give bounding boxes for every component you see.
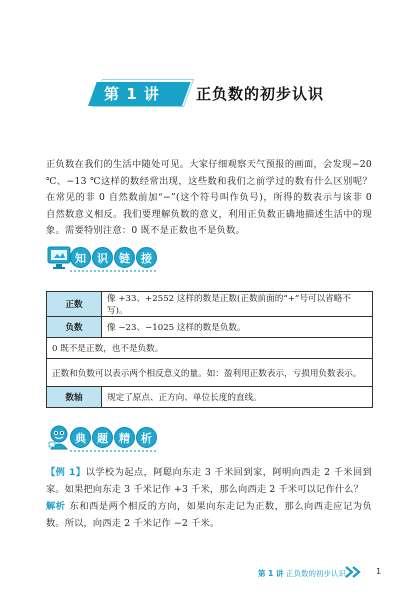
heading-underline [70, 450, 156, 454]
knowledge-table [46, 291, 373, 408]
table-row [47, 359, 373, 387]
knowledge-link-heading [46, 244, 246, 272]
example-block [46, 464, 372, 532]
table-row [47, 317, 373, 338]
heading-char: 析 [136, 427, 157, 448]
table-value: 正数和负数可以表示两个相反意义的量。如：盈利用正数表示，亏损用负数表示。 [47, 359, 373, 387]
analysis-tag: 解析 [46, 501, 66, 512]
example-analysis-paragraph [46, 498, 372, 532]
table-row [47, 387, 373, 408]
table-row [47, 338, 373, 359]
heading-char: 精 [114, 427, 135, 448]
heading-char: 典 [70, 427, 91, 448]
example-analysis-heading [46, 424, 246, 452]
heading-char: 题 [92, 427, 113, 448]
table-key: 数轴 [47, 387, 102, 408]
knowledge-link-title [70, 247, 157, 268]
page-number: 1 [376, 567, 382, 576]
lecture-title: 正负数的初步认识 [196, 85, 325, 103]
page-footer [258, 566, 398, 580]
table-value: 规定了原点、正方向、单位长度的直线。 [102, 387, 373, 408]
lecture-banner [88, 79, 332, 109]
table-key: 负数 [47, 317, 102, 338]
example-analysis-title [70, 427, 157, 448]
example-tag: 【例 1】 [46, 467, 86, 478]
lecture-label: 第 1 讲 [104, 85, 160, 103]
heading-char: 链 [114, 247, 135, 268]
heading-char: 接 [136, 247, 157, 268]
table-key: 正数 [47, 292, 102, 317]
analysis-text: 东和西是两个相反的方向，如果向东走记为正数，那么向西走应记为负数。所以，向西走 2 千米记作 −2 千米。 [46, 501, 372, 529]
monitor-icon [46, 244, 72, 270]
table-value: 像 +33、+2552 这样的数是正数(正数前面的“+”号可以省略不写)。 [102, 292, 373, 317]
table-row [47, 292, 373, 317]
mascot-icon [46, 424, 72, 450]
footer-lecture-label: 第 1 讲 [258, 569, 284, 578]
intro-paragraph: 正负数在我们的生活中随处可见。大家仔细观察天气预报的画面，会发现−20 ℃、−13 ℃这样的数经常出现，这些数和我们之前学过的数有什么区别呢？在常见的非 0 自然数前加“−”(这个符号叫作负号)，所得的数表示与该非 0 自然数意义相反。我们要理解负数的意义，利用正负数正确地描述生活中的现象。需要特别注意：0 既不是正数也不是负数。 [46, 159, 372, 236]
table-value: 0 既不是正数，也不是负数。 [47, 338, 373, 359]
double-chevron-icon [344, 566, 366, 578]
heading-char: 识 [92, 247, 113, 268]
example-question-paragraph [46, 464, 372, 498]
heading-char: 知 [70, 247, 91, 268]
footer-title: 正负数的初步认识 [286, 569, 346, 578]
heading-underline [70, 270, 156, 274]
table-value: 像 −23、−1025 这样的数是负数。 [102, 317, 373, 338]
example-question: 以学校为起点，阿聪向东走 3 千米回到家，阿明向西走 2 千米回到家。如果把向东走 3 千米记作 +3 千米，那么向西走 2 千米可以记作什么？ [46, 467, 372, 495]
